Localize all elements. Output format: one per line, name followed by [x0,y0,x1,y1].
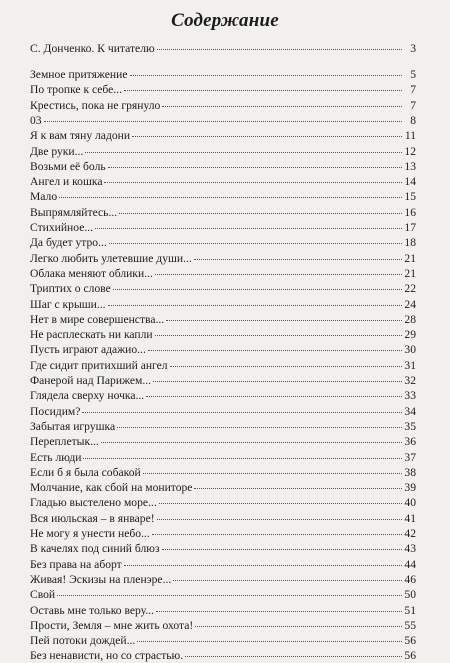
toc-entry-title: Нет в мире совершенства... [30,312,165,326]
toc-entry [30,557,416,571]
dot-leader [185,646,402,657]
toc-entry [30,572,416,586]
toc-entry-page: 8 [410,113,416,127]
toc-entry-title: В качелях под синий блюз [30,542,160,556]
toc-entry-page: 43 [404,542,416,556]
toc-entry [30,98,416,112]
toc-entry-page: 38 [404,465,416,479]
dot-leader [59,187,402,198]
toc-entry-page: 16 [404,205,416,219]
dot-leader [146,386,402,397]
toc-entry-page: 13 [404,159,416,173]
dot-leader [109,233,402,244]
dot-leader [57,585,402,596]
toc-entry [30,235,416,249]
toc-entry-page: 3 [410,42,416,55]
toc-entry [30,450,416,464]
toc-entry-page: 21 [404,266,416,280]
toc-entry-title: Без ненависти, но со страстью. [30,649,184,663]
dot-leader [130,65,403,76]
toc-entry [30,541,416,555]
toc-entry-page: 12 [404,144,416,158]
toc-entry [30,526,416,540]
dot-leader [155,264,402,275]
dot-leader [119,203,402,214]
toc-entry [30,373,416,387]
dot-leader [83,448,402,459]
toc-entry-title: Пусть играют адажио... [30,343,146,357]
dot-leader [152,524,402,535]
toc-entry-title: Триптих о слове [30,282,111,296]
dot-leader [173,570,402,581]
toc-entry-page: 15 [404,190,416,204]
toc-entry-page: 34 [404,404,416,418]
toc-entry-page: 28 [404,312,416,326]
toc-entry [30,388,416,402]
toc-entry [30,251,416,265]
toc-entry-title: Не могу я унести небо... [30,527,150,540]
toc-entry-title: Гладью выстелено море... [30,496,157,510]
toc-entry [30,174,416,188]
toc-entry-title: Мало [30,190,58,204]
toc-entry-page: 42 [404,527,416,540]
toc-entry [30,205,416,219]
toc-entry-title: Посидим? [30,404,81,418]
toc-entry [30,633,416,647]
toc-entry [30,434,416,448]
toc-entry-title: Без права на аборт [30,557,122,571]
dot-leader [108,157,402,168]
toc-entry [30,404,416,418]
toc-entry-title: Возьми её боль [30,159,106,173]
toc-entry-title: Где сидит притихший ангел [30,358,168,372]
dot-leader [156,601,402,612]
dot-leader [108,295,402,306]
toc-entry-page: 36 [404,435,416,449]
toc-entry-title: Пей потоки дождей... [30,634,136,648]
toc-entry [30,67,416,81]
dot-leader [82,402,402,413]
toc-entry-page: 39 [404,481,416,495]
toc-entry-page: 56 [404,649,416,663]
toc-entry-page: 7 [410,98,416,112]
dot-leader [170,356,402,367]
toc-entry-page: 32 [404,374,416,387]
dot-leader [101,432,402,443]
dot-leader [195,616,402,627]
dot-leader [166,310,402,321]
dot-leader [104,172,402,183]
toc-entry-title: Молчание, как сбой на мониторе [30,481,193,495]
dot-leader [95,218,402,229]
dot-leader [132,126,402,137]
dot-leader [44,111,402,122]
dot-leader [143,463,402,474]
toc-entry [30,281,416,295]
dot-leader [148,340,402,351]
toc-entry-page: 40 [404,496,416,510]
dot-leader [124,80,402,91]
toc-entry-title: Да будет утро... [30,236,107,250]
toc-entry-page: 46 [404,572,416,586]
toc-entry [30,419,416,433]
toc-entry-title: Я к вам тяну ладони [30,129,131,143]
toc-entry-page: 24 [404,297,416,311]
dot-leader [137,631,402,642]
toc-entry-title: Прости, Земля – мне жить охота! [30,618,194,632]
toc-entry-page: 50 [404,588,416,602]
toc-entry-title: Ангел и кошка [30,175,103,189]
toc-entry [30,266,416,280]
toc-entry-title: Живая! Эскизы на пленэре... [30,572,172,586]
toc-entry [30,587,416,601]
toc-entry-title: Вся июльская – в январе! [30,511,155,525]
toc-entry-page: 29 [404,328,416,342]
dot-leader [153,371,402,382]
toc-entry [30,297,416,311]
toc-entry-page: 18 [404,236,416,250]
toc-entry-title: Переплетык... [30,435,99,449]
toc-entry [30,618,416,632]
toc-entry-title: Если б я была собакой [30,465,141,479]
dot-leader [117,417,402,428]
toc-entry-title: Выпрямляйтесь... [30,205,118,219]
toc-entry [30,327,416,341]
toc-entry-page: 56 [404,634,416,648]
dot-leader [155,325,402,336]
toc-entry-page: 7 [410,83,416,97]
toc-entry-title: Забытая игрушка [30,419,116,433]
toc-entry-title: Свой [30,588,56,602]
dot-leader [162,96,402,107]
toc-entry-title: 03 [30,113,42,127]
dot-leader [113,279,402,290]
toc-entry-page: 37 [404,450,416,464]
toc-entry-page: 51 [404,603,416,617]
toc-entry [30,159,416,173]
page-title: Содержание [171,10,279,31]
toc-entry-page: 22 [404,282,416,296]
toc-entry-title: Глядела сверху ночка... [30,389,145,403]
toc-entry-page: 33 [404,389,416,403]
toc-entry-title: Не расплескать ни капли [30,328,153,342]
toc-entry-page: 21 [404,251,416,265]
toc-entry-page: 55 [404,618,416,632]
toc-entry-page: 17 [404,221,416,234]
toc-entry-title: Оставь мне только веру... [30,603,155,617]
toc-entry-title: Земное притяжение [30,68,128,81]
toc-entry-title: Есть люди [30,450,82,464]
toc-entry [30,358,416,372]
toc-entry [30,465,416,479]
toc-entry-title: С. Донченко. К читателю [30,42,155,55]
toc-entry [30,342,416,356]
toc-entry [30,220,416,234]
toc-entry-page: 35 [404,419,416,433]
toc-entry [30,128,416,142]
toc-entry-page: 11 [404,129,416,143]
toc-entry [30,495,416,509]
toc-entry-page: 30 [404,343,416,357]
toc-entry-page: 14 [404,175,416,189]
dot-leader [157,39,402,50]
toc-entry-title: Крестись, пока не грянуло [30,98,161,112]
dot-leader [194,249,402,260]
dot-leader [157,509,402,520]
toc-entry-title: Шаг с крыши... [30,297,106,311]
toc-entry [30,113,416,127]
dot-leader [85,142,402,153]
toc-entry-page: 5 [410,68,416,81]
toc-entry-title: Легко любить улетевшие души... [30,251,192,265]
toc-entry-title: Облака меняют облики... [30,266,153,280]
toc-entry-title: Стихийное... [30,221,94,234]
dot-leader [162,539,402,550]
toc-entry [30,603,416,617]
toc-entry [30,189,416,203]
toc-entry-page: 31 [404,358,416,372]
dot-leader [124,555,402,566]
dot-leader [194,478,402,489]
toc-entry-title: Две руки... [30,144,84,158]
toc-entry [30,480,416,494]
toc-entry [30,648,416,662]
toc-entry-page: 44 [404,557,416,571]
toc-entry-title: По тропке к себе... [30,83,123,97]
toc-entry-page: 41 [404,511,416,525]
toc-entry-title: Фанерой над Парижем... [30,374,152,387]
toc-entry [30,82,416,96]
toc-entry [30,144,416,158]
toc-entry [30,41,416,55]
toc-entry [30,312,416,326]
dot-leader [159,493,402,504]
toc-entry [30,511,416,525]
